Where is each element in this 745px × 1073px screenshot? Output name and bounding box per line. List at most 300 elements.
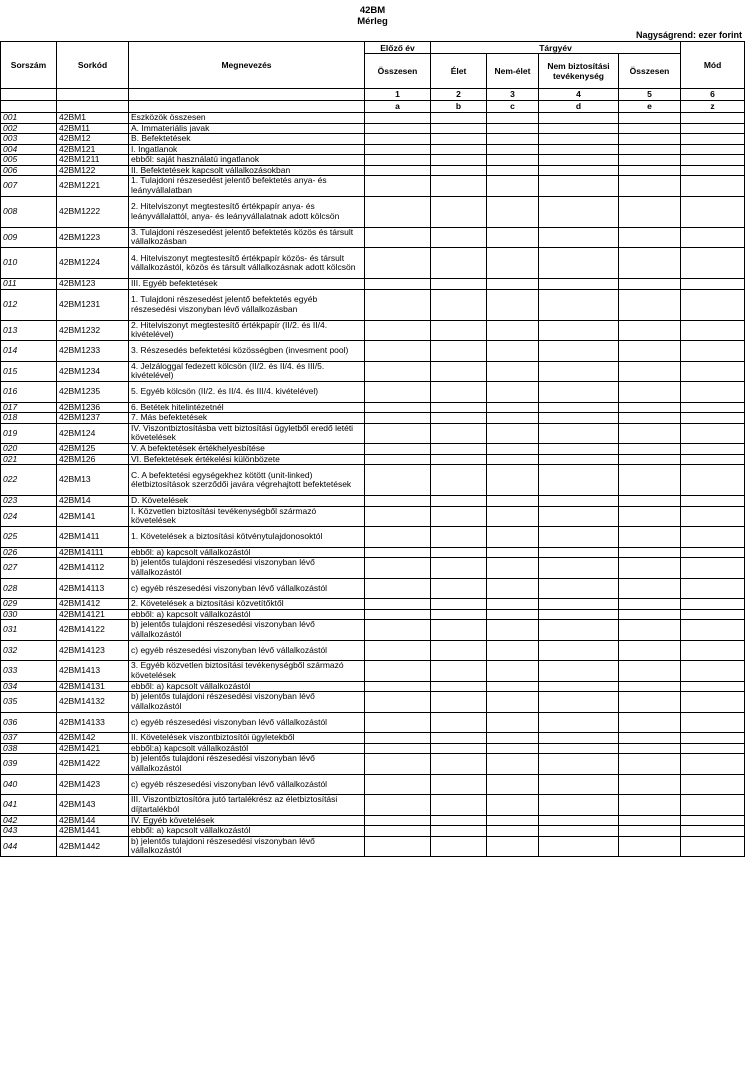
value-cell[interactable] — [539, 527, 619, 548]
value-cell[interactable] — [365, 465, 431, 496]
value-cell[interactable] — [365, 558, 431, 579]
value-cell[interactable] — [539, 123, 619, 134]
value-cell[interactable] — [681, 496, 745, 507]
value-cell[interactable] — [365, 155, 431, 166]
value-cell[interactable] — [539, 774, 619, 795]
value-cell[interactable] — [365, 423, 431, 444]
value-cell[interactable] — [431, 454, 487, 465]
value-cell[interactable] — [487, 402, 539, 413]
value-cell[interactable] — [681, 382, 745, 403]
value-cell[interactable] — [365, 795, 431, 816]
value-cell[interactable] — [681, 826, 745, 837]
value-cell[interactable] — [619, 165, 681, 176]
value-cell[interactable] — [681, 743, 745, 754]
value-cell[interactable] — [431, 826, 487, 837]
value-cell[interactable] — [487, 733, 539, 744]
value-cell[interactable] — [539, 155, 619, 166]
value-cell[interactable] — [619, 248, 681, 279]
row-name: 4. Jelzáloggal fedezett kölcsön (II/2. és II/4. és III/5. kivételével) — [129, 361, 365, 382]
value-cell[interactable] — [539, 547, 619, 558]
value-cell[interactable] — [431, 155, 487, 166]
value-cell[interactable] — [681, 454, 745, 465]
value-cell[interactable] — [539, 413, 619, 424]
value-cell[interactable] — [681, 423, 745, 444]
value-cell[interactable] — [619, 599, 681, 610]
row-name: c) egyéb részesedési viszonyban lévő vállalkozástól — [129, 712, 365, 733]
value-cell[interactable] — [619, 382, 681, 403]
value-cell[interactable] — [539, 599, 619, 610]
value-cell[interactable] — [539, 712, 619, 733]
value-cell[interactable] — [487, 558, 539, 579]
value-cell[interactable] — [681, 123, 745, 134]
value-cell[interactable] — [619, 836, 681, 857]
value-cell[interactable] — [619, 402, 681, 413]
value-cell[interactable] — [487, 640, 539, 661]
value-cell[interactable] — [365, 144, 431, 155]
row-code: 42BM14132 — [57, 692, 129, 713]
value-cell[interactable] — [431, 506, 487, 527]
value-cell[interactable] — [681, 547, 745, 558]
value-cell[interactable] — [487, 176, 539, 197]
value-cell[interactable] — [365, 826, 431, 837]
value-cell[interactable] — [681, 227, 745, 248]
value-cell[interactable] — [539, 248, 619, 279]
value-cell[interactable] — [487, 826, 539, 837]
value-cell[interactable] — [619, 620, 681, 641]
value-cell[interactable] — [539, 558, 619, 579]
value-cell[interactable] — [681, 692, 745, 713]
value-cell[interactable] — [619, 423, 681, 444]
value-cell[interactable] — [431, 465, 487, 496]
value-cell[interactable] — [487, 836, 539, 857]
value-cell[interactable] — [539, 165, 619, 176]
value-cell[interactable] — [365, 413, 431, 424]
value-cell[interactable] — [365, 176, 431, 197]
value-cell[interactable] — [431, 279, 487, 290]
value-cell[interactable] — [487, 144, 539, 155]
value-cell[interactable] — [487, 815, 539, 826]
row-number: 036 — [1, 712, 57, 733]
value-cell[interactable] — [681, 165, 745, 176]
value-cell[interactable] — [431, 134, 487, 145]
value-cell[interactable] — [619, 826, 681, 837]
value-cell[interactable] — [365, 279, 431, 290]
value-cell[interactable] — [365, 402, 431, 413]
value-cell[interactable] — [681, 144, 745, 155]
row-code: 42BM1232 — [57, 320, 129, 341]
value-cell[interactable] — [365, 165, 431, 176]
value-cell[interactable] — [431, 320, 487, 341]
row-code: 42BM124 — [57, 423, 129, 444]
value-cell[interactable] — [619, 144, 681, 155]
value-cell[interactable] — [431, 165, 487, 176]
value-cell[interactable] — [681, 558, 745, 579]
value-cell[interactable] — [431, 444, 487, 455]
value-cell[interactable] — [431, 558, 487, 579]
value-cell[interactable] — [431, 227, 487, 248]
value-cell[interactable] — [487, 454, 539, 465]
value-cell[interactable] — [619, 547, 681, 558]
value-cell[interactable] — [619, 123, 681, 134]
value-cell[interactable] — [431, 402, 487, 413]
value-cell[interactable] — [431, 289, 487, 320]
value-cell[interactable] — [619, 444, 681, 455]
row-number: 016 — [1, 382, 57, 403]
value-cell[interactable] — [365, 341, 431, 362]
value-cell[interactable] — [487, 361, 539, 382]
value-cell[interactable] — [365, 496, 431, 507]
value-cell[interactable] — [539, 826, 619, 837]
value-cell[interactable] — [365, 815, 431, 826]
value-cell[interactable] — [539, 289, 619, 320]
value-cell[interactable] — [365, 547, 431, 558]
value-cell[interactable] — [619, 743, 681, 754]
value-cell[interactable] — [487, 743, 539, 754]
value-cell[interactable] — [619, 733, 681, 744]
value-cell[interactable] — [619, 465, 681, 496]
value-cell[interactable] — [431, 754, 487, 775]
value-cell[interactable] — [487, 774, 539, 795]
value-cell[interactable] — [681, 815, 745, 826]
value-cell[interactable] — [431, 681, 487, 692]
value-cell[interactable] — [487, 681, 539, 692]
value-cell[interactable] — [365, 320, 431, 341]
value-cell[interactable] — [539, 578, 619, 599]
value-cell[interactable] — [539, 279, 619, 290]
value-cell[interactable] — [619, 227, 681, 248]
value-cell[interactable] — [539, 743, 619, 754]
value-cell[interactable] — [487, 496, 539, 507]
table-row — [1, 496, 745, 507]
value-cell[interactable] — [365, 527, 431, 548]
value-cell[interactable] — [487, 423, 539, 444]
value-cell[interactable] — [431, 176, 487, 197]
value-cell[interactable] — [539, 609, 619, 620]
value-cell[interactable] — [539, 444, 619, 455]
value-cell[interactable] — [539, 134, 619, 145]
value-cell[interactable] — [681, 279, 745, 290]
value-cell[interactable] — [619, 558, 681, 579]
value-cell[interactable] — [431, 196, 487, 227]
value-cell[interactable] — [681, 795, 745, 816]
row-code: 42BM13 — [57, 465, 129, 496]
row-code: 42BM14131 — [57, 681, 129, 692]
value-cell[interactable] — [365, 134, 431, 145]
value-cell[interactable] — [431, 620, 487, 641]
table-row — [1, 692, 745, 713]
value-cell[interactable] — [487, 279, 539, 290]
value-cell[interactable] — [619, 155, 681, 166]
value-cell[interactable] — [487, 413, 539, 424]
value-cell[interactable] — [431, 609, 487, 620]
value-cell[interactable] — [619, 361, 681, 382]
value-cell[interactable] — [365, 248, 431, 279]
value-cell[interactable] — [681, 661, 745, 682]
value-cell[interactable] — [365, 661, 431, 682]
value-cell[interactable] — [487, 123, 539, 134]
value-cell[interactable] — [539, 692, 619, 713]
row-code: 42BM122 — [57, 165, 129, 176]
value-cell[interactable] — [431, 123, 487, 134]
value-cell[interactable] — [681, 754, 745, 775]
value-cell[interactable] — [431, 527, 487, 548]
value-cell[interactable] — [681, 733, 745, 744]
value-cell[interactable] — [681, 320, 745, 341]
value-cell[interactable] — [539, 681, 619, 692]
value-cell[interactable] — [431, 144, 487, 155]
value-cell[interactable] — [681, 155, 745, 166]
value-cell[interactable] — [431, 640, 487, 661]
value-cell[interactable] — [365, 506, 431, 527]
value-cell[interactable] — [431, 578, 487, 599]
row-name: 2. Hitelviszonyt megtestesítő értékpapír anya- és leányvállalattól, anya- és leányvállalatnak adott kölcsön — [129, 196, 365, 227]
value-cell[interactable] — [681, 527, 745, 548]
value-cell[interactable] — [681, 289, 745, 320]
col-letter: a — [365, 101, 431, 113]
value-cell[interactable] — [619, 578, 681, 599]
row-number: 024 — [1, 506, 57, 527]
value-cell[interactable] — [365, 743, 431, 754]
value-cell[interactable] — [681, 578, 745, 599]
value-cell[interactable] — [431, 547, 487, 558]
value-cell[interactable] — [539, 113, 619, 124]
row-number: 019 — [1, 423, 57, 444]
value-cell[interactable] — [619, 692, 681, 713]
value-cell[interactable] — [619, 320, 681, 341]
value-cell[interactable] — [431, 733, 487, 744]
value-cell[interactable] — [487, 134, 539, 145]
value-cell[interactable] — [487, 248, 539, 279]
form-code: 42BM — [359, 5, 386, 16]
value-cell[interactable] — [365, 382, 431, 403]
value-cell[interactable] — [539, 640, 619, 661]
value-cell[interactable] — [365, 227, 431, 248]
value-cell[interactable] — [619, 506, 681, 527]
value-cell[interactable] — [539, 836, 619, 857]
value-cell[interactable] — [487, 599, 539, 610]
value-cell[interactable] — [539, 176, 619, 197]
value-cell[interactable] — [539, 227, 619, 248]
value-cell[interactable] — [619, 279, 681, 290]
value-cell[interactable] — [539, 506, 619, 527]
col-letter: c — [487, 101, 539, 113]
value-cell[interactable] — [539, 382, 619, 403]
value-cell[interactable] — [539, 144, 619, 155]
row-code: 42BM121 — [57, 144, 129, 155]
value-cell[interactable] — [431, 661, 487, 682]
value-cell[interactable] — [619, 496, 681, 507]
value-cell[interactable] — [431, 795, 487, 816]
value-cell[interactable] — [365, 681, 431, 692]
row-code: 42BM1222 — [57, 196, 129, 227]
row-name: c) egyéb részesedési viszonyban lévő vállalkozástól — [129, 640, 365, 661]
value-cell[interactable] — [431, 774, 487, 795]
value-cell[interactable] — [681, 681, 745, 692]
value-cell[interactable] — [539, 423, 619, 444]
value-cell[interactable] — [619, 712, 681, 733]
value-cell[interactable] — [365, 361, 431, 382]
value-cell[interactable] — [681, 413, 745, 424]
value-cell[interactable] — [365, 733, 431, 744]
row-name: b) jelentős tulajdoni részesedési viszonyban lévő vállalkozástól — [129, 620, 365, 641]
value-cell[interactable] — [431, 423, 487, 444]
value-cell[interactable] — [681, 506, 745, 527]
value-cell[interactable] — [431, 382, 487, 403]
value-cell[interactable] — [487, 578, 539, 599]
value-cell[interactable] — [487, 227, 539, 248]
row-name: ebből: a) kapcsolt vállalkozástól — [129, 547, 365, 558]
value-cell[interactable] — [539, 361, 619, 382]
value-cell[interactable] — [487, 795, 539, 816]
value-cell[interactable] — [365, 454, 431, 465]
row-name: IV. Viszontbiztosításba vett biztosítási ügyletből eredő letéti követelések — [129, 423, 365, 444]
value-cell[interactable] — [681, 609, 745, 620]
value-cell[interactable] — [487, 661, 539, 682]
value-cell[interactable] — [681, 774, 745, 795]
row-number: 011 — [1, 279, 57, 290]
value-cell[interactable] — [539, 795, 619, 816]
value-cell[interactable] — [619, 341, 681, 362]
value-cell[interactable] — [539, 320, 619, 341]
value-cell[interactable] — [487, 165, 539, 176]
value-cell[interactable] — [431, 341, 487, 362]
col-megnevezes: Megnevezés — [129, 42, 365, 89]
value-cell[interactable] — [487, 113, 539, 124]
value-cell[interactable] — [487, 289, 539, 320]
value-cell[interactable] — [619, 527, 681, 548]
value-cell[interactable] — [487, 506, 539, 527]
value-cell[interactable] — [365, 289, 431, 320]
value-cell[interactable] — [487, 692, 539, 713]
value-cell[interactable] — [487, 382, 539, 403]
value-cell[interactable] — [431, 361, 487, 382]
value-cell[interactable] — [681, 134, 745, 145]
value-cell[interactable] — [365, 196, 431, 227]
value-cell[interactable] — [539, 754, 619, 775]
value-cell[interactable] — [681, 640, 745, 661]
value-cell[interactable] — [619, 196, 681, 227]
value-cell[interactable] — [487, 754, 539, 775]
value-cell[interactable] — [619, 661, 681, 682]
value-cell[interactable] — [681, 361, 745, 382]
row-name: b) jelentős tulajdoni részesedési viszonyban lévő vállalkozástól — [129, 836, 365, 857]
value-cell[interactable] — [365, 444, 431, 455]
value-cell[interactable] — [365, 774, 431, 795]
row-number: 030 — [1, 609, 57, 620]
value-cell[interactable] — [539, 402, 619, 413]
value-cell[interactable] — [681, 712, 745, 733]
value-cell[interactable] — [539, 196, 619, 227]
value-cell[interactable] — [487, 155, 539, 166]
value-cell[interactable] — [431, 496, 487, 507]
value-cell[interactable] — [365, 754, 431, 775]
row-name: ebből: a) kapcsolt vállalkozástól — [129, 609, 365, 620]
value-cell[interactable] — [619, 454, 681, 465]
value-cell[interactable] — [539, 341, 619, 362]
value-cell[interactable] — [431, 712, 487, 733]
value-cell[interactable] — [619, 815, 681, 826]
value-cell[interactable] — [539, 454, 619, 465]
value-cell[interactable] — [681, 444, 745, 455]
value-cell[interactable] — [431, 743, 487, 754]
value-cell[interactable] — [487, 196, 539, 227]
value-cell[interactable] — [487, 527, 539, 548]
value-cell[interactable] — [431, 113, 487, 124]
value-cell[interactable] — [431, 815, 487, 826]
value-cell[interactable] — [431, 413, 487, 424]
value-cell[interactable] — [365, 836, 431, 857]
value-cell[interactable] — [619, 609, 681, 620]
value-cell[interactable] — [365, 123, 431, 134]
value-cell[interactable] — [619, 774, 681, 795]
table-row — [1, 155, 745, 166]
value-cell[interactable] — [365, 113, 431, 124]
value-cell[interactable] — [365, 692, 431, 713]
value-cell[interactable] — [681, 196, 745, 227]
value-cell[interactable] — [539, 620, 619, 641]
value-cell[interactable] — [681, 620, 745, 641]
row-name: 5. Egyéb kölcsön (II/2. és II/4. és III/4. kivételével) — [129, 382, 365, 403]
value-cell[interactable] — [487, 609, 539, 620]
value-cell[interactable] — [365, 640, 431, 661]
value-cell[interactable] — [619, 413, 681, 424]
value-cell[interactable] — [487, 444, 539, 455]
value-cell[interactable] — [365, 712, 431, 733]
row-number: 012 — [1, 289, 57, 320]
value-cell[interactable] — [539, 661, 619, 682]
value-cell[interactable] — [487, 547, 539, 558]
row-name: 6. Betétek hitelintézetnél — [129, 402, 365, 413]
value-cell[interactable] — [681, 465, 745, 496]
value-cell[interactable] — [681, 402, 745, 413]
value-cell[interactable] — [431, 599, 487, 610]
value-cell[interactable] — [487, 465, 539, 496]
value-cell[interactable] — [619, 113, 681, 124]
value-cell[interactable] — [681, 176, 745, 197]
value-cell[interactable] — [365, 599, 431, 610]
row-code: 42BM1221 — [57, 176, 129, 197]
value-cell[interactable] — [619, 640, 681, 661]
value-cell[interactable] — [431, 836, 487, 857]
value-cell[interactable] — [681, 113, 745, 124]
value-cell[interactable] — [619, 681, 681, 692]
value-cell[interactable] — [487, 341, 539, 362]
value-cell[interactable] — [539, 733, 619, 744]
value-cell[interactable] — [619, 176, 681, 197]
value-cell[interactable] — [431, 692, 487, 713]
value-cell[interactable] — [681, 836, 745, 857]
value-cell[interactable] — [365, 578, 431, 599]
value-cell[interactable] — [681, 341, 745, 362]
value-cell[interactable] — [619, 795, 681, 816]
value-cell[interactable] — [681, 248, 745, 279]
value-cell[interactable] — [619, 289, 681, 320]
value-cell[interactable] — [539, 465, 619, 496]
row-name: b) jelentős tulajdoni részesedési viszonyban lévő vállalkozástól — [129, 692, 365, 713]
value-cell[interactable] — [539, 496, 619, 507]
value-cell[interactable] — [619, 134, 681, 145]
row-name: ebből:a) kapcsolt vállalkozástól — [129, 743, 365, 754]
value-cell[interactable] — [681, 599, 745, 610]
value-cell[interactable] — [487, 712, 539, 733]
value-cell[interactable] — [431, 248, 487, 279]
value-cell[interactable] — [487, 320, 539, 341]
value-cell[interactable] — [619, 754, 681, 775]
value-cell[interactable] — [365, 609, 431, 620]
value-cell[interactable] — [487, 620, 539, 641]
value-cell[interactable] — [365, 620, 431, 641]
value-cell[interactable] — [539, 815, 619, 826]
